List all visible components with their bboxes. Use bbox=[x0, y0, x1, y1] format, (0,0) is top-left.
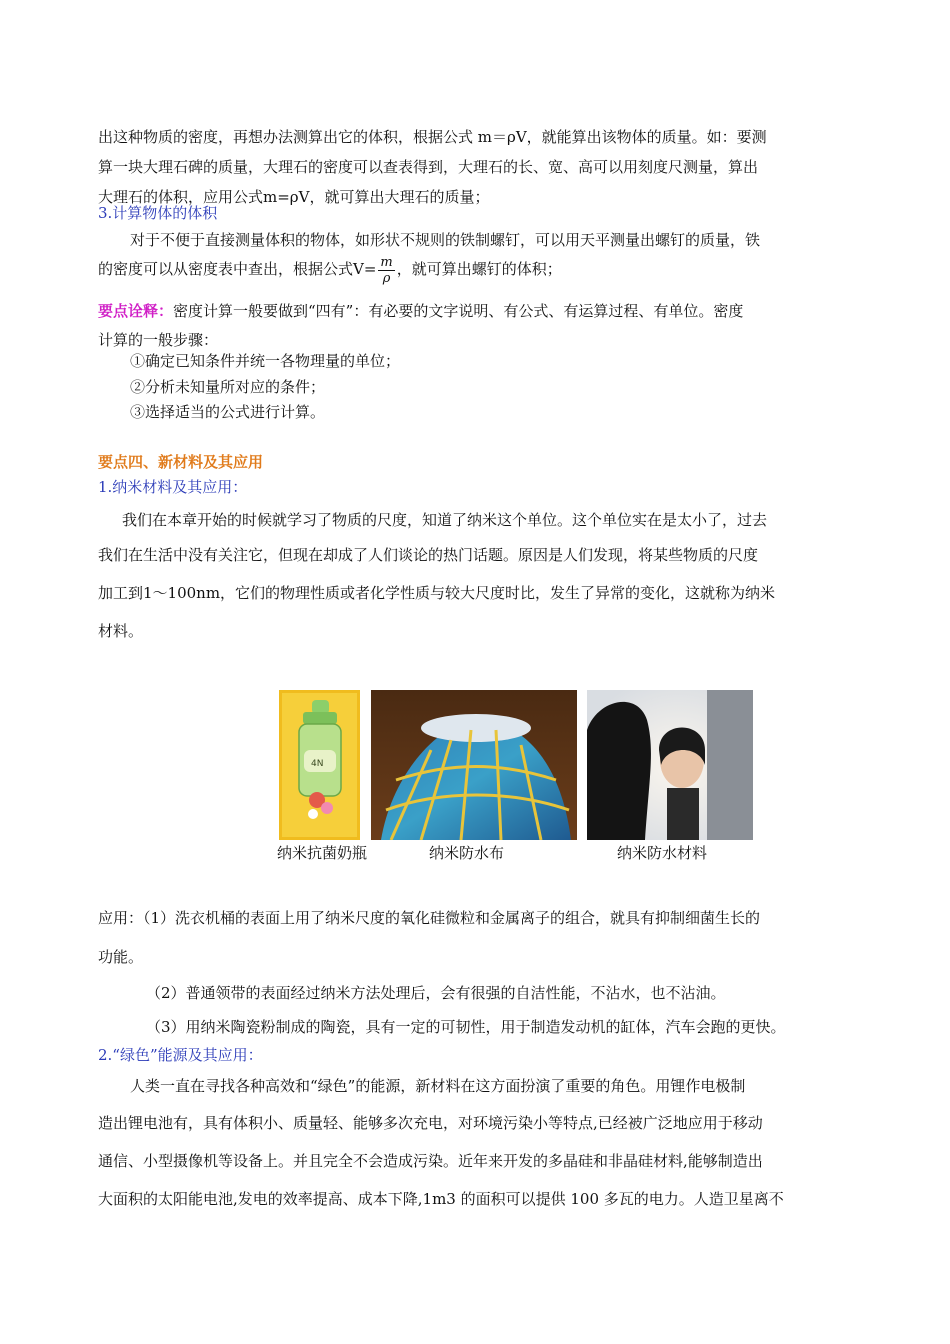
paragraph-line: （3）用纳米陶瓷粉制成的陶瓷，具有一定的可韧性，用于制造发动机的缸体，汽车会跑的更快。 bbox=[146, 1018, 786, 1036]
fraction-numerator: m bbox=[380, 254, 393, 270]
paragraph-line: 我们在生活中没有关注它，但现在却成了人们谈论的热门话题。原因是人们发现，将某些物质的尺度 bbox=[98, 546, 759, 564]
paragraph-line: 大理石的体积，应用公式m=ρV，就可算出大理石的质量； bbox=[98, 188, 490, 206]
subheading-nano: 1.纳米材料及其应用： bbox=[98, 478, 248, 496]
note-line bbox=[98, 296, 858, 326]
step-item: ②分析未知量所对应的条件； bbox=[130, 378, 326, 396]
paragraph-line: 通信、小型摄像机等设备上。并且完全不会造成污染。近年来开发的多晶硅和非晶硅材料,能够制造出 bbox=[98, 1152, 763, 1170]
paragraph-line: 加工到1～100nm，它们的物理性质或者化学性质与较大尺度时比，发生了异常的变化，这就称为纳米 bbox=[98, 584, 776, 602]
formula-line bbox=[98, 254, 858, 286]
paragraph-line: 计算的一般步骤： bbox=[98, 331, 219, 349]
nano-bottle-photo bbox=[279, 690, 360, 840]
section-title: 要点四、新材料及其应用 bbox=[98, 453, 264, 471]
paragraph-line: 材料。 bbox=[98, 622, 144, 640]
svg-text:4N: 4N bbox=[311, 759, 324, 769]
paragraph-line: 应用：（1）洗衣机桶的表面上用了纳米尺度的氧化硅微粒和金属离子的组合，就具有抑制细菌生长的 bbox=[98, 909, 761, 927]
fraction-denominator: ρ bbox=[382, 270, 391, 286]
formula-fraction bbox=[378, 255, 394, 286]
subheading-green-energy: 2.“绿色”能源及其应用： bbox=[98, 1046, 263, 1064]
paragraph-line: 算一块大理石碑的质量，大理石的密度可以查表得到，大理石的长、宽、高可以用刻度尺测量，算出 bbox=[98, 158, 759, 176]
step-item: ③选择适当的公式进行计算。 bbox=[130, 403, 326, 421]
paragraph-line: 对于不便于直接测量体积的物体，如形状不规则的铁制螺钉，可以用天平测量出螺钉的质量，铁 bbox=[130, 231, 761, 249]
paragraph-line: 出这种物质的密度，再想办法测算出它的体积，根据公式 m＝ρV，就能算出该物体的质量。如：要测 bbox=[98, 128, 767, 146]
note-text: 密度计算一般要做到“四有”：有必要的文字说明、有公式、有运算过程、有单位。密度 bbox=[173, 302, 744, 320]
paragraph-line: 人类一直在寻找各种高效和“绿色”的能源，新材料在这方面扮演了重要的角色。用锂作电极制 bbox=[130, 1077, 746, 1095]
paragraph-line: （2）普通领带的表面经过纳米方法处理后，会有很强的自洁性能，不沾水，也不沾油。 bbox=[146, 984, 726, 1002]
paragraph-line: 我们在本章开始的时候就学习了物质的尺度，知道了纳米这个单位。这个单位实在是太小了，过去 bbox=[122, 511, 768, 529]
paragraph-line: 功能。 bbox=[98, 948, 144, 966]
step-item: ①确定已知条件并统一各物理量的单位； bbox=[130, 352, 401, 370]
caption-nano-bottle: 纳米抗菌奶瓶 bbox=[277, 844, 368, 862]
caption-nano-material: 纳米防水材料 bbox=[617, 844, 708, 862]
formula-text-after: ，就可算出螺钉的体积； bbox=[396, 260, 562, 278]
paragraph-line: 造出锂电池有，具有体积小、质量轻、能够多次充电，对环境污染小等特点,已经被广泛地应用于移动 bbox=[98, 1114, 763, 1132]
note-label: 要点诠释： bbox=[98, 302, 174, 320]
heading-compute-volume: 3.计算物体的体积 bbox=[98, 204, 218, 222]
formula-text-before: 的密度可以从密度表中查出，根据公式V= bbox=[98, 260, 377, 278]
paragraph-line: 大面积的太阳能电池,发电的效率提高、成本下降,1m3 的面积可以提供 100 多瓦的电力。人造卫星离不 bbox=[98, 1190, 784, 1208]
nano-waterproof-material-photo bbox=[587, 690, 753, 840]
caption-nano-cloth: 纳米防水布 bbox=[429, 844, 505, 862]
nano-waterproof-cloth-photo bbox=[371, 690, 577, 840]
